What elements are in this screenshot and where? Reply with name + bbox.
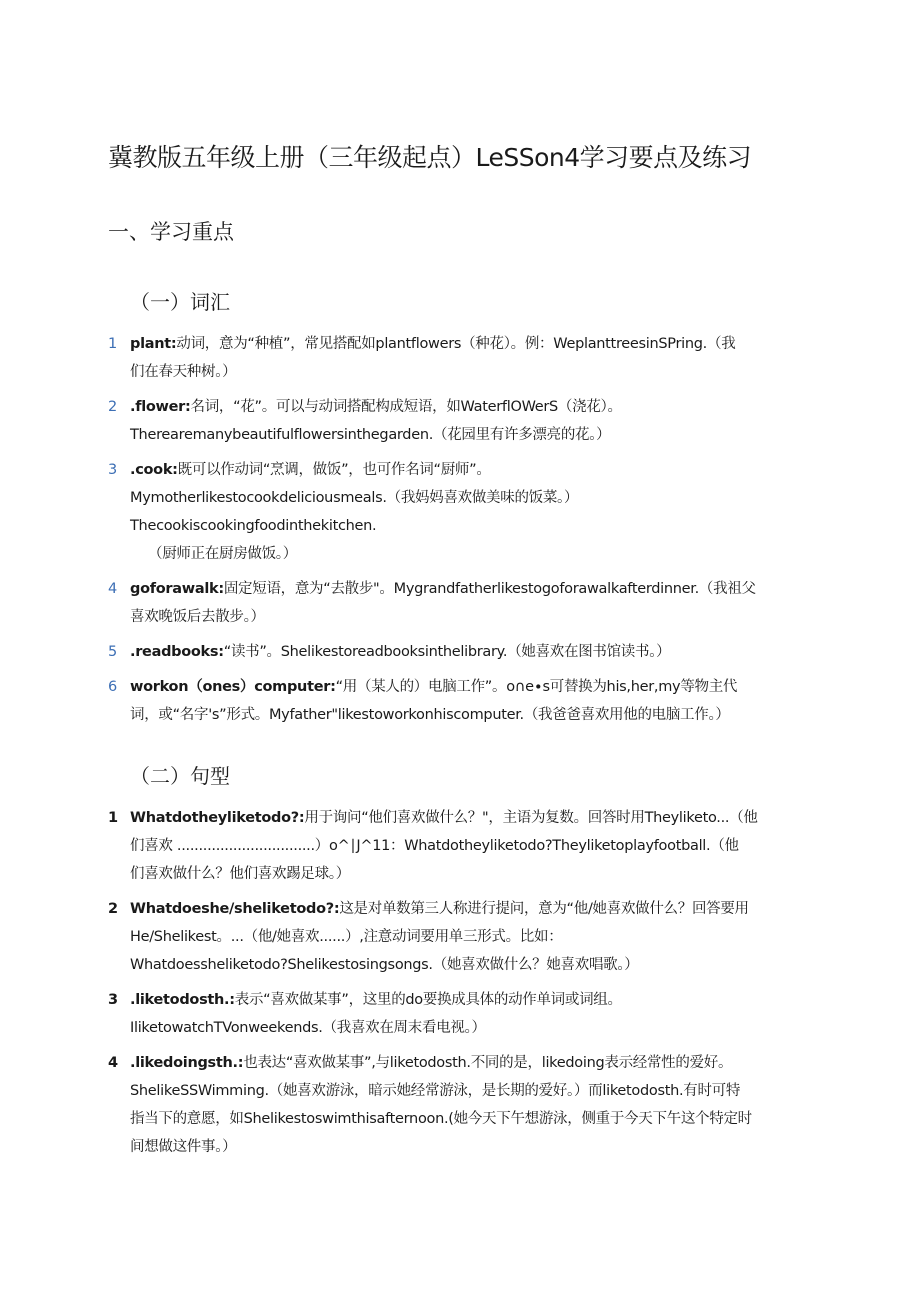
item-number: 4 <box>108 581 117 597</box>
vocab-item <box>108 456 808 568</box>
item-text: 也表达“喜欢做某事”,与liketodosth.不同的是，likedoing表示经常性的爱好。 <box>243 1055 733 1071</box>
item-term: .cook: <box>130 462 178 478</box>
item-text: 既可以作动词“烹调，做饭”，也可作名词“厨师”。 <box>177 462 491 478</box>
vocab-item <box>108 638 808 666</box>
pattern-item <box>108 804 808 888</box>
item-term: Whatdotheyliketodo?: <box>130 810 305 826</box>
item-text: Whatdoessheliketodo?Shelikestosingsongs.（她喜欢做什么？她喜欢唱歌。） <box>130 957 639 973</box>
item-text: （厨师正在厨房做饭。） <box>148 546 297 562</box>
item-text: IliketowatchTVonweekends.（我喜欢在周末看电视。） <box>130 1020 486 1036</box>
vocab-list <box>108 330 808 736</box>
item-number: 2 <box>108 901 118 917</box>
patterns-heading: （二）句型 <box>130 764 230 788</box>
item-term: workon（ones）computer: <box>130 679 336 695</box>
item-number: 2 <box>108 399 117 415</box>
vocab-heading: （一）词汇 <box>130 290 230 314</box>
item-term: .likedoingsth.: <box>130 1055 244 1071</box>
item-text: 用于询问“他们喜欢做什么？"，主语为复数。回答时用Theyliketo...（他 <box>304 810 758 826</box>
vocab-item <box>108 575 808 631</box>
item-text: Thecookiscookingfoodinthekitchen. <box>130 518 377 534</box>
item-text: 固定短语，意为“去散步"。Mygrandfatherlikestogoforawalkafterdinner.（我祖父 <box>223 581 756 597</box>
item-text: “读书”。Shelikestoreadbooksinthelibrary.（她喜欢在图书馆读书。） <box>223 644 671 660</box>
item-term: goforawalk: <box>130 581 224 597</box>
item-text: 们喜欢做什么？他们喜欢踢足球。） <box>130 866 350 882</box>
item-text: 名词，“花”。可以与动词搭配构成短语，如WaterflOWerS（浇花）。 <box>190 399 622 415</box>
item-text: 动词，意为“种植”，常见搭配如plantflowers（种花）。例：WeplanttreesinSPring.（我 <box>176 336 736 352</box>
item-number: 1 <box>108 336 117 352</box>
item-number: 5 <box>108 644 117 660</box>
item-term: .readbooks: <box>130 644 224 660</box>
item-text: 指当下的意愿，如Shelikestoswimthisafternoon.(她今天下午想游泳，侧重于今天下午这个特定时 <box>130 1111 752 1127</box>
patterns-list <box>108 804 808 1168</box>
page-title: 冀教版五年级上册（三年级起点）LeSSon4学习要点及练习 <box>108 143 752 172</box>
pattern-item <box>108 986 808 1042</box>
item-text: 间想做这件事。） <box>130 1139 237 1155</box>
item-text: 这是对单数第三人称进行提问，意为“他/她喜欢做什么？回答要用 <box>339 901 749 917</box>
item-number: 1 <box>108 810 118 826</box>
section-heading: 一、学习重点 <box>108 220 234 244</box>
vocab-item <box>108 673 808 729</box>
vocab-item <box>108 330 808 386</box>
item-term: .flower: <box>130 399 191 415</box>
item-text: 喜欢晚饭后去散步。） <box>130 609 265 625</box>
item-term: Whatdoeshe/sheliketodo?: <box>130 901 340 917</box>
item-number: 3 <box>108 462 117 478</box>
item-term: plant: <box>130 336 177 352</box>
item-term: .liketodosth.: <box>130 992 235 1008</box>
item-number: 4 <box>108 1055 118 1071</box>
item-number: 3 <box>108 992 118 1008</box>
vocab-item <box>108 393 808 449</box>
item-number: 6 <box>108 679 117 695</box>
item-text: He/Shelikest。...（他/她喜欢......）,注意动词要用单三形式。比如： <box>130 929 563 945</box>
item-text: ShelikeSSWimming.（她喜欢游泳，暗示她经常游泳，是长期的爱好。）而liketodosth.有时可特 <box>130 1083 741 1099</box>
item-text: 们喜欢 ................................）o^∣J^11：Whatdotheyliketodo?Theyliketoplayfootball.（他 <box>130 838 739 854</box>
item-text: Mymotherlikestocookdeliciousmeals.（我妈妈喜欢做美味的饭菜。） <box>130 490 579 506</box>
item-text: 表示“喜欢做某事”，这里的do要换成具体的动作单词或词组。 <box>234 992 622 1008</box>
item-text: “用（某人的）电脑工作”。o∩e∙s可替换为his,her,my等物主代 <box>335 679 738 695</box>
item-text: 词，或“名字's”形式。Myfather"likestoworkonhiscomputer.（我爸爸喜欢用他的电脑工作。） <box>130 707 730 723</box>
pattern-item <box>108 1049 808 1161</box>
pattern-item <box>108 895 808 979</box>
item-text: 们在春天种树。） <box>130 364 237 380</box>
item-text: Therearemanybeautifulflowersinthegarden.（花园里有许多漂亮的花。） <box>130 427 611 443</box>
